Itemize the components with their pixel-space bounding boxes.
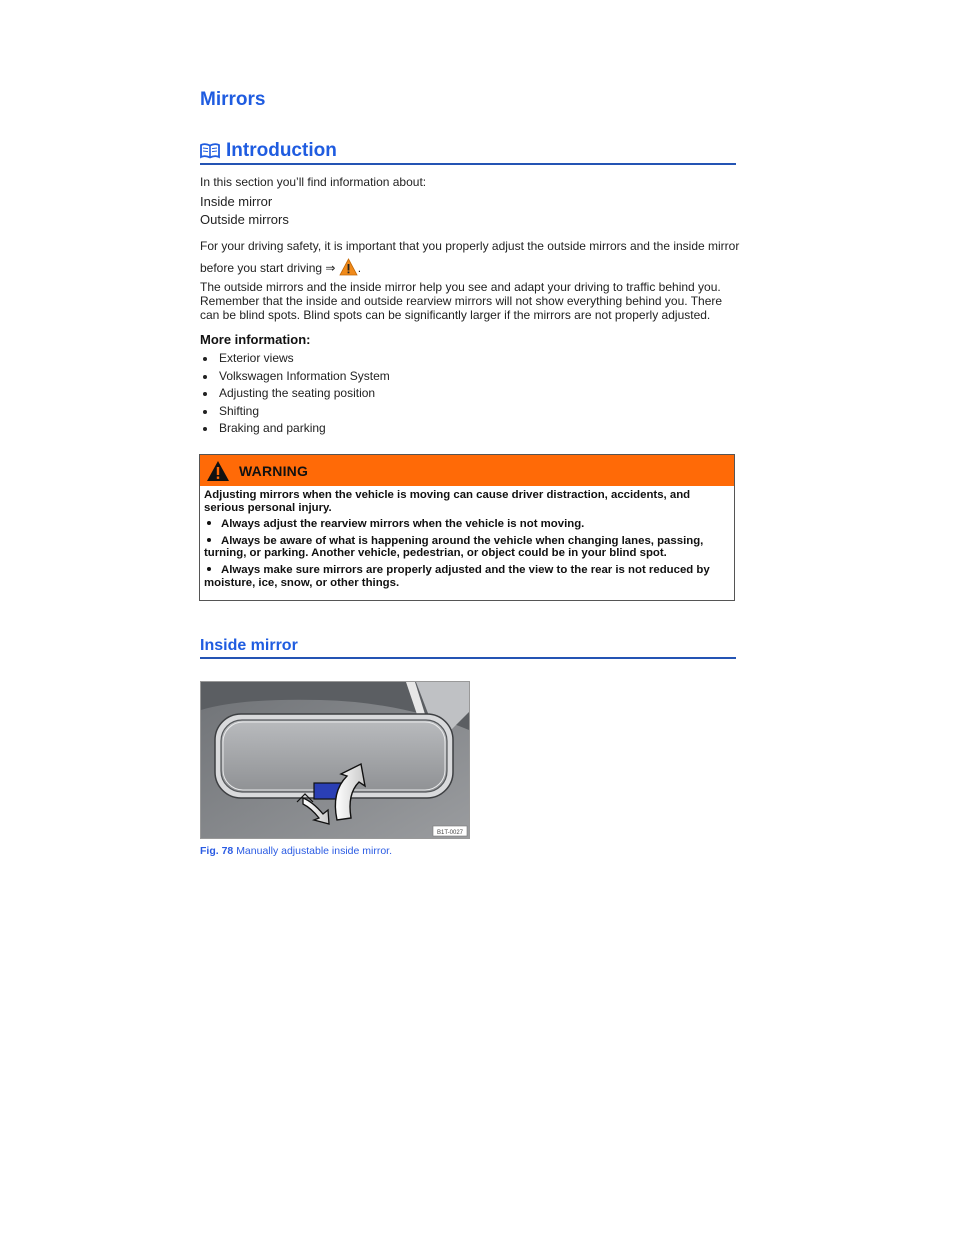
list-item[interactable]: Adjusting the seating position: [200, 385, 390, 403]
topic-link-outside-mirrors[interactable]: Outside mirrors: [200, 212, 289, 227]
warning-item-text: Always make sure mirrors are properly adjusted and the view to the rear is not reduced by moisture, ice, snow, or other things.: [204, 563, 710, 589]
more-information-heading: More information:: [200, 332, 311, 347]
inside-mirror-figure: [200, 681, 470, 839]
list-item[interactable]: Volkswagen Information System: [200, 368, 390, 386]
bullet-icon: [207, 567, 211, 571]
warning-box: [199, 454, 735, 601]
safety-paragraph-period: .: [357, 261, 362, 275]
book-icon: [200, 142, 220, 160]
warning-item-text: Always adjust the rearview mirrors when the vehicle is not moving.: [221, 518, 585, 531]
topic-link-inside-mirror[interactable]: Inside mirror: [200, 194, 273, 209]
figure-label: Fig. 78: [200, 845, 234, 857]
section-heading-label: Introduction: [226, 140, 337, 161]
warning-triangle-icon[interactable]: [339, 258, 358, 276]
figure-caption: [200, 845, 392, 857]
page-title: Mirrors: [200, 89, 266, 110]
warning-intro: Adjusting mirrors when the vehicle is moving can cause driver distraction, accidents, and serious personal injury.: [204, 489, 691, 514]
warning-item: [204, 518, 730, 531]
warning-triangle-icon: [206, 460, 230, 482]
bullet-icon: [207, 521, 211, 525]
inside-mirror-illustration: [201, 682, 469, 838]
warning-label: WARNING: [239, 462, 309, 479]
figure-caption-text: Manually adjustable inside mirror.: [236, 845, 393, 857]
bullet-icon: [207, 538, 211, 542]
blind-spot-paragraph-line3: can be blind spots. Blind spots can be significantly larger if the mirrors are not properly adjusted.: [200, 308, 711, 322]
figure-code: B1T-0027: [436, 830, 464, 836]
list-item[interactable]: Shifting: [200, 403, 390, 421]
section-heading-introduction: [200, 140, 736, 165]
safety-paragraph-line2: [200, 258, 361, 276]
warning-body: [200, 486, 734, 589]
blind-spot-paragraph-line1: The outside mirrors and the inside mirror help you see and adapt your driving to traffic behind you.: [200, 280, 721, 294]
safety-paragraph-line1: For your driving safety, it is important that you properly adjust the outside mirrors and the inside mirror: [200, 239, 740, 253]
safety-paragraph-text: before you start driving ⇒: [200, 261, 336, 275]
warning-header: [200, 455, 734, 486]
blind-spot-paragraph-line2: Remember that the inside and outside rearview mirrors will not show everything behind you. There: [200, 294, 723, 308]
warning-item: [204, 535, 730, 560]
intro-lead: In this section you’ll find information about:: [200, 175, 427, 189]
list-item[interactable]: Braking and parking: [200, 420, 390, 438]
more-information-list: [200, 350, 390, 438]
list-item[interactable]: Exterior views: [200, 350, 390, 368]
inside-mirror-heading: Inside mirror: [200, 637, 736, 659]
warning-item-text: Always be aware of what is happening around the vehicle when changing lanes, passing, turning, or parking. Another vehicle, pedestrian, or object could be in your blind spot.: [204, 534, 704, 560]
warning-item: [204, 564, 730, 589]
